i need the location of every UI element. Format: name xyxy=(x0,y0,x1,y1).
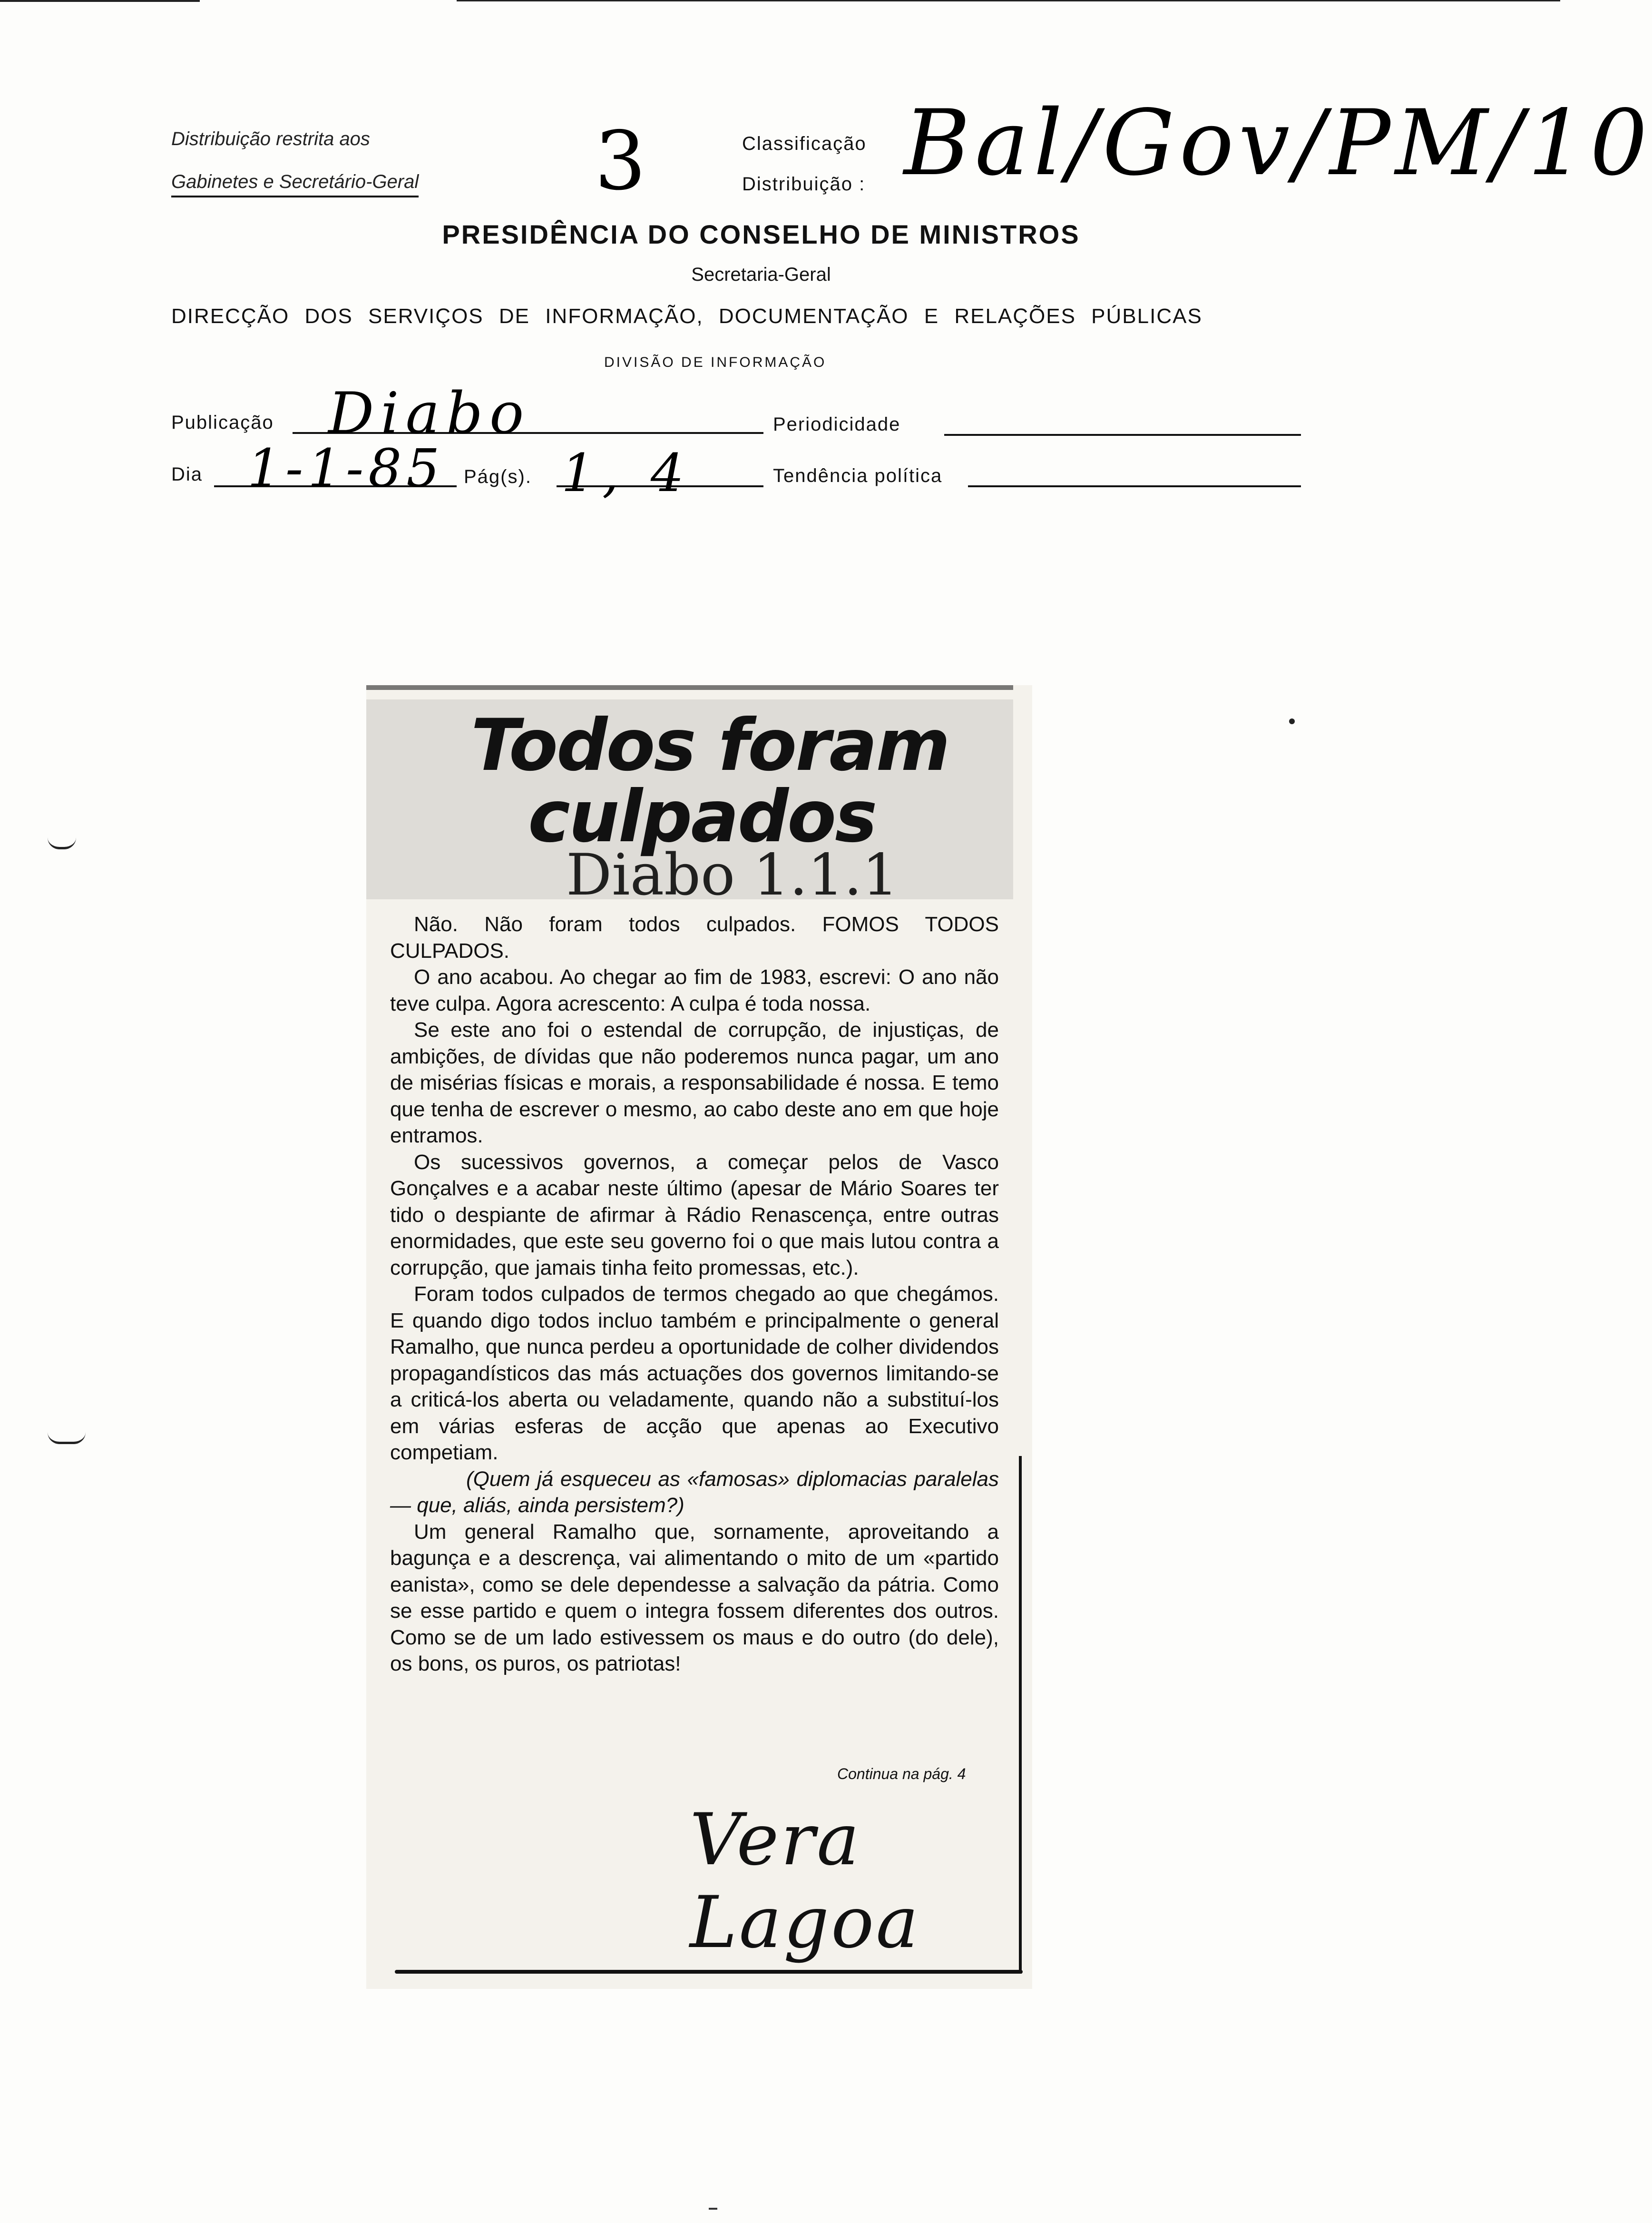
continued-note: Continua na pág. 4 xyxy=(837,1765,966,1782)
article-paragraph: Foram todos culpados de termos chegado ao que chegámos. E quando digo todos incluo também e principalmente o general Ramalho, que nunca perdeu a oportunidade de colher dividendos propagandísticos das más actuações dos governos limitando-se a criticá-los aberta ou veladamente, quando não a substituí-los em várias esferas de acção que apenas ao Executivo competiam. xyxy=(390,1282,999,1464)
tendency-label: Tendência política xyxy=(773,465,943,486)
author-signature: Vera Lagoa xyxy=(690,1799,920,1964)
clipping-bottom-border xyxy=(395,1970,1023,1974)
restriction-line-1: Distribuição restrita aos xyxy=(171,128,370,149)
distribution-label: Distribuição : xyxy=(742,174,866,195)
classification-label: Classificação xyxy=(742,133,867,154)
handwritten-number: 3 xyxy=(595,114,646,208)
scan-edge-line xyxy=(0,0,200,2)
tendency-line xyxy=(968,485,1301,487)
article-paragraph: O ano acabou. Ao chegar ao fim de 1983, escrevi: O ano não teve culpa. Agora acrescento: A culpa é toda nossa. xyxy=(390,965,999,1015)
article-headline-line-1: Todos foram xyxy=(471,704,949,787)
restriction-line-2: Gabinetes e Secretário-Geral xyxy=(171,171,419,197)
article-paragraph: Não. Não foram todos culpados. FOMOS TODOS CULPADOS. xyxy=(390,913,999,963)
direction-line: DIRECÇÃO DOS SERVIÇOS DE INFORMAÇÃO, DOCUMENTAÇÃO E RELAÇÕES PÚBLICAS xyxy=(171,305,1202,328)
margin-mark xyxy=(48,1432,86,1444)
handwritten-clip-note: Diabo 1.1.1 xyxy=(566,842,899,908)
handwritten-classification: Bal/Gov/PM/10 xyxy=(904,90,1652,196)
margin-dot xyxy=(1289,718,1295,724)
pages-label: Pág(s). xyxy=(464,466,532,487)
clipping-top-edge xyxy=(366,685,1013,690)
bottom-mark xyxy=(709,2208,717,2210)
article-paragraph: Um general Ramalho que, sornamente, aproveitando a bagunça e a descrença, vai alimentando o mito de um «partido eanista», como se dele dependesse a salvação da pátria. Como se esse partido e quem o integra fossem diferentes dos outros. Como se de um lado estivessem os maus e do outro (do dele), os bons, os puros, os patriotas! xyxy=(390,1520,999,1675)
page-title: PRESIDÊNCIA DO CONSELHO DE MINISTROS xyxy=(442,219,1080,249)
periodicity-label: Periodicidade xyxy=(773,414,901,435)
margin-mark xyxy=(48,837,76,849)
publication-value: Diabo xyxy=(328,381,531,447)
periodicity-line xyxy=(944,434,1301,436)
division-line: DIVISÃO DE INFORMAÇÃO xyxy=(604,354,827,370)
article-headline-line-2: culpados xyxy=(528,776,876,858)
scan-edge-line xyxy=(457,0,1560,1)
pages-value: 1, 4 xyxy=(561,443,692,503)
article-paragraph: Se este ano foi o estendal de corrupção, de injustiças, de ambições, de dívidas que não poderemos nunca pagar, um ano de misérias físicas e morais, a responsabilidade é nossa. E temo que tenha de escrever o mesmo, ao cabo deste ano em que hoje entramos. xyxy=(390,1018,999,1147)
article-paragraph-quote: (Quem já esqueceu as «famosas» diplomacias paralelas — que, aliás, ainda persistem?) xyxy=(390,1467,999,1517)
day-label: Dia xyxy=(171,464,203,485)
day-value: 1-1-85 xyxy=(247,438,445,499)
page-subtitle: Secretaria-Geral xyxy=(691,264,831,285)
publication-label: Publicação xyxy=(171,412,274,433)
newspaper-clipping xyxy=(366,685,1032,1989)
clipping-right-border xyxy=(1019,1456,1022,1974)
article-paragraph: Os sucessivos governos, a começar pelos de Vasco Gonçalves e a acabar neste último (apesar de Mário Soares ter tido o despiante de afirmar à Rádio Renascença, entre outras enormidades, que este seu governo foi o que mais lutou contra a corrupção, que jamais tinha feito promessas, etc.). xyxy=(390,1150,999,1279)
article-body xyxy=(390,911,999,1677)
